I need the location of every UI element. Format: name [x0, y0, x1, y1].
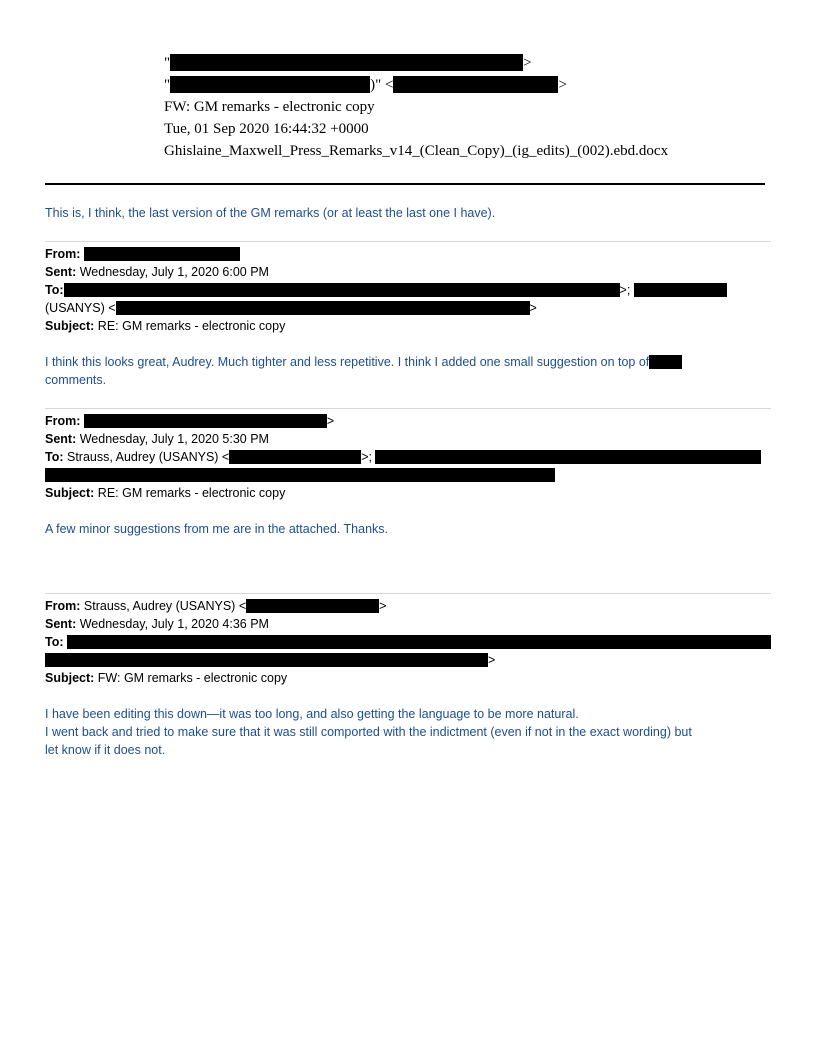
header-date-value: Tue, 01 Sep 2020 16:44:32 +0000: [164, 121, 369, 137]
message-body: A few minor suggestions from me are in the attached. Thanks.: [45, 522, 388, 536]
message-body: I think this looks great, Audrey. Much tighter and less repetitive. I think I added one small suggestion on top of comments.: [45, 353, 771, 389]
message-body: I have been editing this down—it was too long, and also getting the language to be more natural. I went back and tried to make sure that it was still comported with the indictment (even if not in the exact wording) but let know if it does not.: [45, 707, 692, 757]
message-to-row: To: Strauss, Audrey (USANYS) < >;: [45, 448, 771, 466]
quoted-message-2: [45, 412, 771, 538]
header-divider: [45, 183, 765, 185]
header-from-value: " >: [164, 55, 532, 71]
redaction-box: [229, 450, 361, 464]
message-sent-row: Sent: Wednesday, July 1, 2020 6:00 PM: [45, 265, 269, 279]
message-subject-row: Subject: FW: GM remarks - electronic copy: [45, 671, 288, 685]
redaction-box: [170, 76, 370, 93]
message-subject-row: Subject: RE: GM remarks - electronic copy: [45, 319, 286, 333]
message-from-row: From:: [45, 245, 771, 263]
redaction-box: [64, 283, 620, 297]
redaction-box: [170, 54, 523, 71]
quoted-message-3: [45, 597, 771, 759]
message-to-row-cont: (USANYS) < >: [45, 301, 537, 315]
message-to-row: To: >;: [45, 281, 771, 299]
message-from-row: From: Strauss, Audrey (USANYS) < >: [45, 599, 387, 613]
message-separator: [45, 408, 771, 409]
redaction-box: [393, 76, 558, 93]
redaction-box: [84, 414, 327, 428]
message-to-row-cont: >: [45, 651, 771, 669]
redaction-box: [649, 355, 682, 369]
message-sent-row: Sent: Wednesday, July 1, 2020 5:30 PM: [45, 432, 269, 446]
message-to-row: To:: [45, 633, 771, 651]
redaction-box: [45, 653, 488, 667]
redaction-box: [45, 468, 555, 482]
redaction-box: [67, 635, 771, 649]
header-subject-value: FW: GM remarks - electronic copy: [164, 99, 375, 115]
message-subject-row: Subject: RE: GM remarks - electronic copy: [45, 486, 286, 500]
attachment-link[interactable]: Ghislaine_Maxwell_Press_Remarks_v14_(Clean_Copy)_(ig_edits)_(002).ebd.docx: [164, 143, 669, 159]
redaction-box: [116, 301, 530, 315]
message-to-row-cont: [45, 466, 771, 484]
header-to-value: " )" < >: [164, 77, 567, 93]
message-separator: [45, 593, 771, 594]
redaction-box: [246, 599, 379, 613]
redaction-box: [634, 283, 727, 297]
redaction-box: [84, 247, 240, 261]
message-sent-row: Sent: Wednesday, July 1, 2020 4:36 PM: [45, 617, 269, 631]
intro-text: This is, I think, the last version of the GM remarks (or at least the last one I have).: [45, 206, 496, 220]
message-from-row: From: >: [45, 414, 335, 428]
quoted-message-1: [45, 245, 771, 389]
redaction-box: [375, 450, 761, 464]
message-separator: [45, 241, 771, 242]
